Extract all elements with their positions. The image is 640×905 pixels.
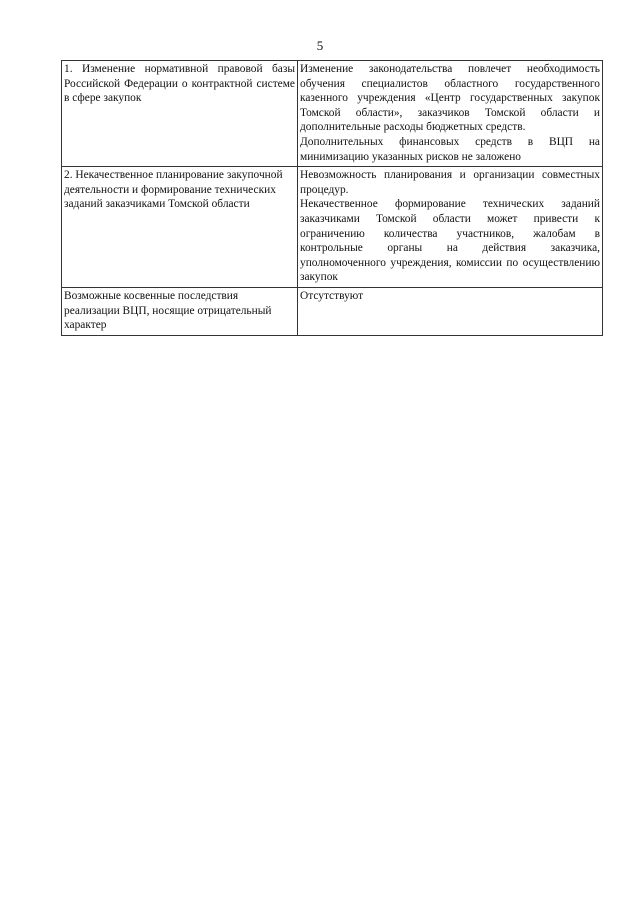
risk-table — [61, 60, 603, 336]
consequence-paragraph: Некачественное формирование технических заданий заказчиками Томской области может привести к ограничению количества участников, жалобам в контрольные органы на действия заказчика, уполномоченного учреждения, комиссии по осуществлению закупок — [300, 198, 600, 284]
consequence-paragraph: Дополнительных финансовых средств в ВЦП на минимизацию указанных рисков не заложено — [300, 135, 600, 163]
consequence-cell — [298, 61, 603, 167]
consequence-paragraph: Отсутствуют — [300, 289, 364, 302]
table-row — [62, 287, 603, 335]
risk-cell: Возможные косвенные последствия реализации ВЦП, носящие отрицательный характер — [62, 287, 298, 335]
consequence-cell — [298, 167, 603, 288]
table-row — [62, 61, 603, 167]
table-row — [62, 167, 603, 288]
consequence-cell — [298, 287, 603, 335]
consequence-paragraph: Невозможность планирования и организации совместных процедур. — [300, 169, 600, 196]
risk-cell: 2. Некачественное планирование закупочной деятельности и формирование технических заданий заказчиками Томской области — [62, 167, 298, 288]
page-number: 5 — [316, 38, 324, 53]
risk-cell: 1. Изменение нормативной правовой базы Российской Федерации о контрактной системе в сфере закупок — [62, 61, 298, 167]
consequence-paragraph: Изменение законодательства повлечет необходимость обучения специалистов областного государственного казенного учреждения «Центр государственных закупок Томской области», заказчиков Томской области и дополнительные расходы бюджетных средств. — [300, 63, 600, 134]
